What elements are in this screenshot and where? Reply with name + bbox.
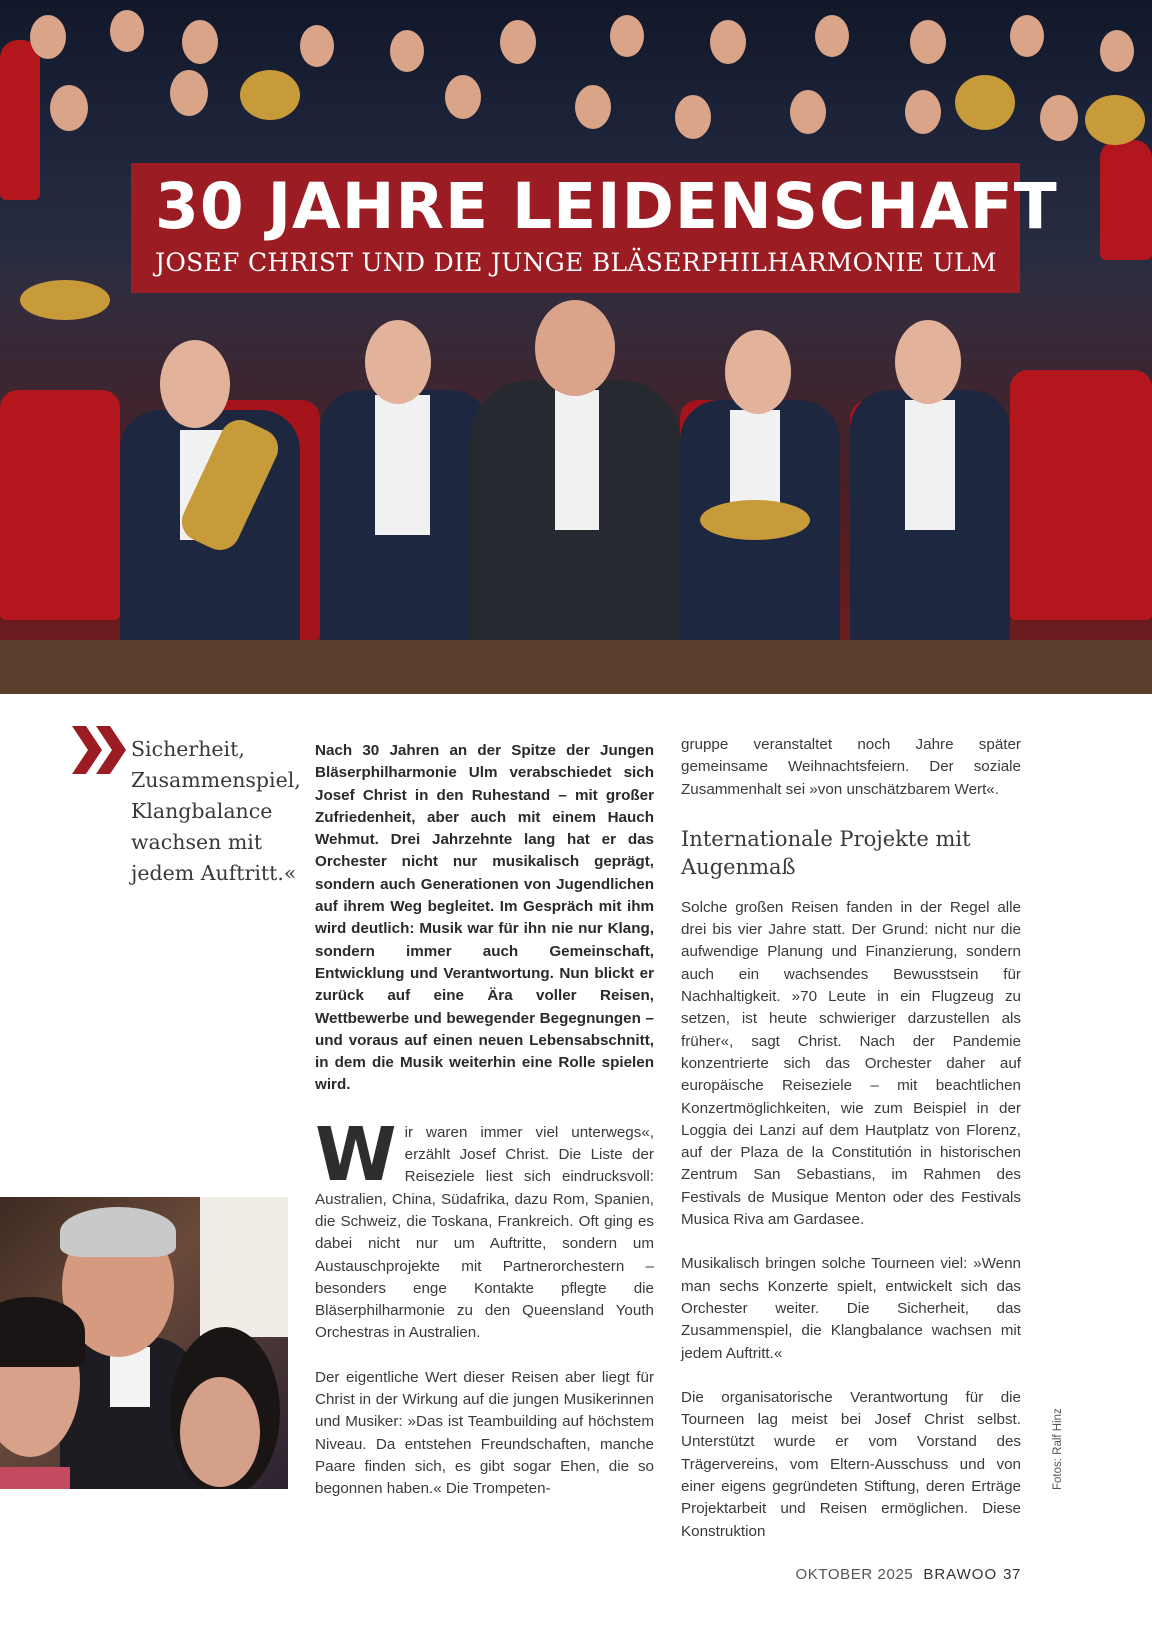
- magazine-name: BRAWOO: [923, 1566, 998, 1583]
- article-paragraph: Der eigentliche Wert dieser Reisen aber liegt für Christ in der Wirkung auf die jungen Musikerinnen und Musiker: »Das ist Teambuilding auf höchstem Niveau. Da entstehen Freundschaften, manche Paare finden sich, es gibt sogar Ehen, die so begonnen haben.« Die Trompeten-: [315, 1368, 654, 1498]
- article-lead: Nach 30 Jahren an der Spitze der Jungen Bläserphilharmonie Ulm verabschiedet sich Josef Christ in den Ruhestand – mit großer Zufriedenheit, aber auch mit einem Hauch Wehmut. Drei Jahrzehnte lang hat er das Orchester nicht nur musikalisch geprägt, sondern auch Generationen von Jugendlichen auf ihrem Weg begleitet. Im Gespräch mit ihm wird deutlich: Musik war für ihn nie nur Klang, sondern immer auch Gemeinschaft, Entwicklung und Verantwortung. Nun blickt er zurück auf eine Ära voller Reisen, Wettbewerbe und bewegender Begegnungen – und voraus auf einen neuen Lebensabschnitt, in dem die Musik weiterhin eine Rolle spielen wird.: [315, 742, 654, 1094]
- page-number: 37: [1003, 1566, 1021, 1583]
- article-paragraph: Musikalisch bringen solche Tourneen viel: »Wenn man sechs Konzerte spielt, entwickelt sich das Orchester weiter. Die Sicherheit, das Zusammenspiel, die Klangbalance wachsen mit jedem Auftritt.«: [681, 1255, 1021, 1362]
- pull-quote: Sicherheit, Zusammenspiel, Klangbalance wachsen mit jedem Auftritt.«: [131, 737, 301, 885]
- article-paragraph: Die organisatorische Verantwortung für die Tourneen lag meist bei Josef Christ selbst. Unterstützt wurde er vom Vorstand des Trägervereins, vom Eltern-Ausschuss und von einer eigens gegründeten Stiftung, deren Erträge Projektarbeit und Reisen ermöglichen. Diese Konstruktion: [681, 1388, 1021, 1540]
- article-paragraph: [315, 1111, 654, 1345]
- issue-date: OKTOBER 2025: [795, 1566, 914, 1583]
- article-title: 30 JAHRE LEIDENSCHAFT: [155, 170, 1058, 243]
- article-paragraph-continued: gruppe veranstaltet noch Jahre später gemeinsame Weihnachtsfeiern. Der soziale Zusammenhalt sei »von unschätzbarem Wert«.: [681, 736, 1021, 798]
- article-column-1: [315, 740, 654, 1523]
- article-column-2-content: [681, 734, 1021, 1565]
- title-band: [131, 163, 1058, 293]
- paragraph-text: ir waren immer viel unterwegs«, erzählt Josef Christ. Die Liste der Reiseziele liest sich eindrucksvoll: Australien, China, Südafrika, dazu Rom, Spanien, die Schweiz, die Toskana, Frankreich. Oft ging es dabei nicht nur um Auftritte, sondern um Austauschprojekte mit Partnerorchestern – besonders enge Kontakte pflegte die Bläserphilharmonie zu den Queensland Youth Orchestras in Australien.: [315, 1123, 654, 1342]
- drop-cap: W: [315, 1111, 397, 1198]
- article-subtitle: JOSEF CHRIST UND DIE JUNGE BLÄSERPHILHARMONIE ULM: [155, 248, 997, 277]
- page-footer: [796, 1566, 1021, 1583]
- photo-credit-text: Fotos: Ralf Hinz: [1052, 1408, 1064, 1490]
- hero-photo: [0, 0, 1152, 694]
- double-chevron-quote-icon: [72, 726, 128, 774]
- photo-credit: [1052, 1400, 1066, 1490]
- section-heading: Internationale Projekte mit Augenmaß: [681, 826, 971, 879]
- article-paragraph: Solche großen Reisen fanden in der Regel alle drei bis vier Jahre statt. Der Grund: nicht nur die aufwendige Planung und Finanzierung, sondern auch ein wachsendes Bewusstsein für Nachhaltigkeit. »70 Leute in ein Flugzeug zu setzen, ist heute schwieriger darzustellen als früher«, sagt Christ. Nach der Pandemie konzentrierte sich das Orchester daher auf europäische Reiseziele – mit beachtlichen Konzertmöglichkeiten, wie zum Beispiel in der Loggia dei Lanzi auf dem Hautplatz von Florenz, auf der Plaza de la Constitutión in historischen Zentrum San Sebastians, im Rahmen des Festivals de Musique Menton oder des Festivals Musica Riva am Gardasee.: [681, 898, 1021, 1229]
- conductor-photo: [0, 1197, 288, 1489]
